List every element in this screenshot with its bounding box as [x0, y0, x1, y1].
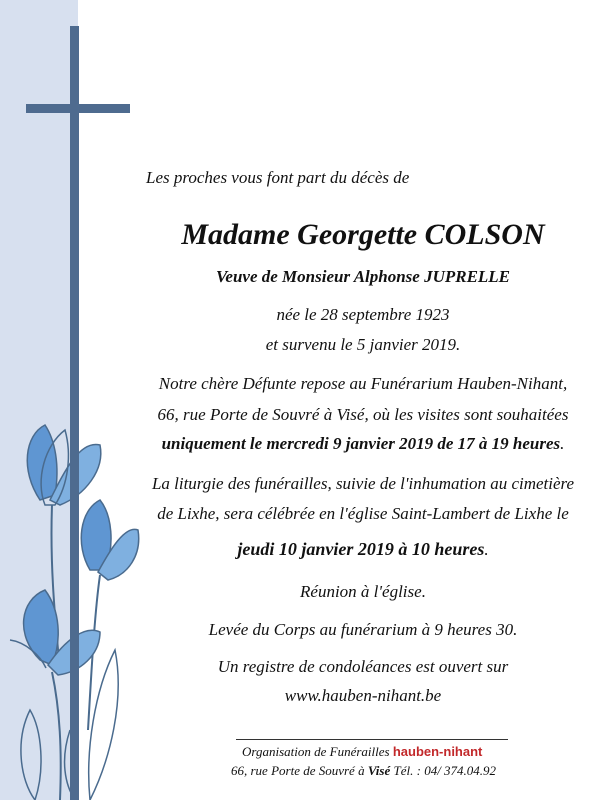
tulip-illustration — [0, 410, 160, 800]
meeting-text: Réunion à l'église. — [300, 582, 426, 601]
funeral-end: . — [484, 540, 489, 559]
funeral-date: jeudi 10 janvier 2019 à 10 heures — [237, 539, 485, 559]
birth-date: née le 28 septembre 1923 — [276, 305, 450, 324]
rest-line-1: Notre chère Défunte repose au Funérarium Hauben-Nihant, — [158, 374, 568, 393]
footer-address-prefix: 66, rue Porte de Souvré à — [231, 763, 368, 778]
footer-phone: Tél. : 04/ 374.04.92 — [390, 763, 497, 778]
cross-vertical-bar — [70, 26, 79, 800]
intro-text: Les proches vous font part du décès de — [146, 168, 410, 187]
visit-hours: uniquement le mercredi 9 janvier 2019 de 17 à 19 heures — [161, 434, 561, 453]
footer-org-prefix: Organisation de Funérailles — [242, 744, 393, 759]
footer-address — [231, 763, 496, 779]
brand-logo: hauben-nihant — [392, 744, 483, 759]
funeral-line — [140, 539, 586, 560]
footer-city: Visé — [367, 763, 391, 778]
visit-line — [140, 434, 586, 454]
website-link[interactable]: www.hauben-nihant.be — [284, 686, 442, 705]
deceased-name: Madame Georgette COLSON — [181, 218, 545, 251]
visit-end: . — [560, 434, 565, 453]
footer-organisation — [242, 744, 482, 760]
footer-divider — [236, 739, 508, 740]
cross-horizontal-bar — [26, 104, 130, 113]
register-text: Un registre de condoléances est ouvert sur — [217, 657, 509, 676]
widow-of-text: Veuve de Monsieur Alphonse JUPRELLE — [215, 267, 511, 286]
body-lift-text: Levée du Corps au funérarium à 9 heures 30. — [208, 620, 518, 639]
liturgy-line-2: de Lixhe, sera célébrée en l'église Saint-Lambert de Lixhe le — [157, 504, 569, 523]
death-date: et survenu le 5 janvier 2019. — [265, 335, 461, 354]
rest-line-2: 66, rue Porte de Souvré à Visé, où les visites sont souhaitées — [157, 405, 569, 424]
liturgy-line-1: La liturgie des funérailles, suivie de l'inhumation au cimetière — [151, 474, 575, 493]
